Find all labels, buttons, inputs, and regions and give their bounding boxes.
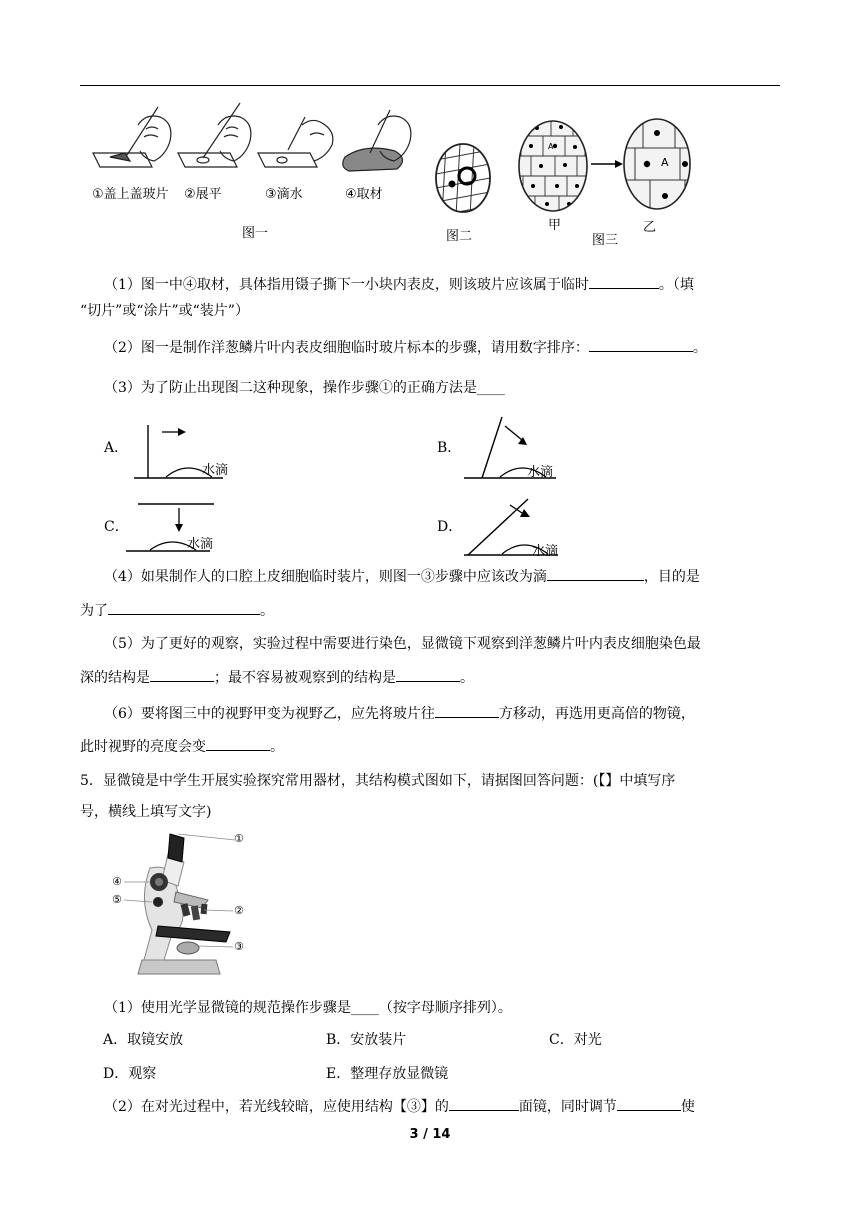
- blank[interactable]: [449, 1096, 519, 1111]
- q5-option-b: B．安放装片: [326, 1032, 407, 1048]
- blank[interactable]: [589, 274, 659, 289]
- q4-part6-cont: 此时视野的亮度会变 。: [80, 736, 780, 758]
- option-a-diagram: [128, 420, 258, 482]
- q5-option-e: E．整理存放显微镜: [326, 1066, 449, 1082]
- scope-label-2: ②: [234, 904, 244, 917]
- figure-1-caption: 图一: [242, 226, 269, 241]
- step-label-4: ④取材: [345, 187, 383, 202]
- scope-label-3: ③: [234, 940, 244, 953]
- q5-option-d: D．观察: [103, 1066, 157, 1082]
- q4-part4: （4）如果制作人的口腔上皮细胞临时装片，则图一③步骤中应该改为滴 ，目的是: [80, 566, 780, 588]
- q4-part3: （3）为了防止出现图二这种现象，操作步骤①的正确方法是____: [104, 380, 505, 396]
- option-b-label: B．: [437, 440, 462, 456]
- figure-3-views: [515, 118, 705, 214]
- water-drop-label-c: 水滴: [187, 537, 214, 552]
- q4-part5-cont: 深的结构是 ；最不容易被观察到的结构是 。: [80, 667, 780, 689]
- figure-2-bubble-view: [432, 140, 494, 222]
- scope-label-1: ①: [234, 832, 244, 845]
- figure-3-caption: 图三: [592, 233, 619, 248]
- q5-option-c: C．对光: [549, 1032, 602, 1048]
- blank[interactable]: [108, 600, 260, 615]
- blank[interactable]: [547, 566, 644, 581]
- q5-part2: （2）在对光过程中，若光线较暗，应使用结构【③】的 面镜，同时调节 使: [80, 1096, 780, 1118]
- cell-letter-yi: A: [661, 156, 669, 169]
- option-c-label: C．: [104, 519, 129, 535]
- q4-part2: （2）图一是制作洋葱鳞片叶内表皮细胞临时玻片标本的步骤，请用数字排序： 。: [80, 337, 780, 359]
- scope-label-5: ⑤: [112, 893, 122, 906]
- water-drop-label-b: 水滴: [527, 465, 554, 480]
- blank[interactable]: [206, 736, 270, 751]
- q5-stem: 5．显微镜是中学生开展实验探究常用器材，其结构模式图如下，请据图回答问题：(【】中填写序: [80, 773, 676, 789]
- water-drop-label-d: 水滴: [532, 544, 559, 559]
- blank[interactable]: [396, 667, 460, 682]
- scope-label-4: ④: [112, 875, 122, 888]
- water-drop-label-a: 水滴: [202, 463, 229, 478]
- step-label-2: ②展平: [184, 187, 222, 202]
- q4-part4-cont: 为了 。: [80, 600, 780, 622]
- page-number: 3 / 14: [409, 1127, 451, 1142]
- label-yi: 乙: [643, 220, 657, 235]
- q4-part1: （1）图一中④取材，具体指用镊子撕下一小块内表皮，则该玻片应该属于临时 。（填: [80, 274, 780, 296]
- q4-part1-cont: “切片”或“涂片”或“装片”）: [80, 303, 249, 319]
- figure-2-caption: 图二: [446, 229, 473, 244]
- q5-option-a: A．取镜安放: [103, 1032, 184, 1048]
- label-jia: 甲: [548, 218, 562, 233]
- cell-letter-jia: A: [548, 142, 554, 151]
- q5-part1: （1）使用光学显微镜的规范操作步骤是____（按字母顺序排列）。: [104, 1000, 512, 1016]
- header-rule: [80, 85, 780, 86]
- q4-part6: （6）要将图三中的视野甲变为视野乙，应先将玻片往 方移动，再选用更高倍的物镜，: [80, 703, 780, 725]
- blank[interactable]: [150, 667, 214, 682]
- option-d-label: D．: [437, 519, 463, 535]
- blank[interactable]: [589, 337, 693, 352]
- q5-stem-cont: 号，横线上填写文字): [80, 804, 212, 820]
- option-a-label: A．: [104, 440, 129, 456]
- blank[interactable]: [617, 1096, 681, 1111]
- option-d-diagram: [460, 493, 600, 559]
- microscope-diagram: [108, 828, 258, 978]
- step-label-3: ③滴水: [265, 187, 303, 202]
- blank[interactable]: [435, 703, 499, 718]
- q4-part5: （5）为了更好的观察，实验过程中需要进行染色，显微镜下观察到洋葱鳞片叶内表皮细胞染色最: [104, 636, 701, 652]
- step-label-1: ①盖上盖玻片: [92, 187, 169, 202]
